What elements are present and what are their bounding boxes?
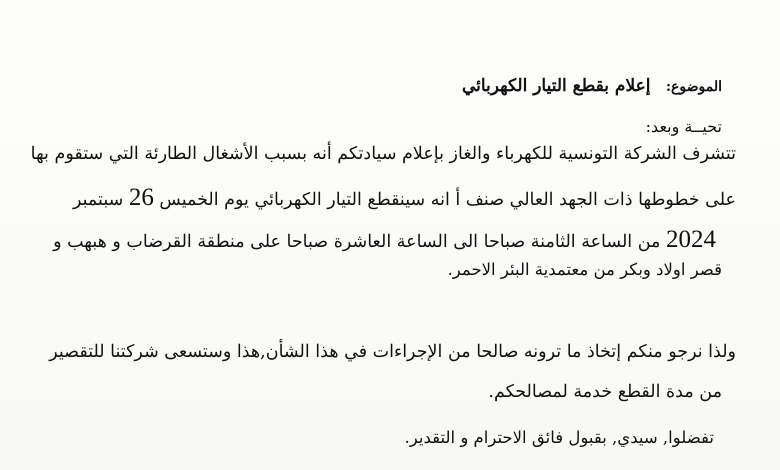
body-line-4: قصر اولاد وبكر من معتمدية البئر الاحمر. [447,260,722,279]
subject-text: إعلام بقطع التيار الكهربائي [461,76,651,96]
body-line-3-text: من الساعة الثامنة صباحا الى الساعة العاشرة صباحا على منطقة القرضاب و هبهب و [53,232,661,252]
sign-off: تفضلوا, سيدي, بقبول فائق الاحترام و التقدير. [404,428,714,447]
body-line-2 [73,186,736,212]
closing-line-2: من مدة القطع خدمة لمصالحكم. [488,382,722,402]
day-number: 26 [128,184,154,211]
greeting: تحيــة وبعد: [645,117,722,136]
year-number: 2024 [666,226,716,253]
subject-label: الموضوع: [665,79,722,95]
month-name: سبتمبر [72,190,124,210]
body-line-3 [53,228,716,254]
body-line-1: تتشرف الشركة التونسية للكهرباء والغاز بإعلام سيادتكم أنه بسبب الأشغال الطارئة التي ستقوم بها [30,144,736,164]
subject-line [462,74,722,99]
body-line-2-text: على خطوطها ذات الجهد العالي صنف أ انه سينقطع التيار الكهربائي يوم الخميس [159,190,736,210]
closing-line-1: ولذا نرجو منكم إتخاذ ما ترونه صالحا من الإجراءات في هذا الشأن,هذا وستسعى شركتنا للتقصير [49,342,736,362]
